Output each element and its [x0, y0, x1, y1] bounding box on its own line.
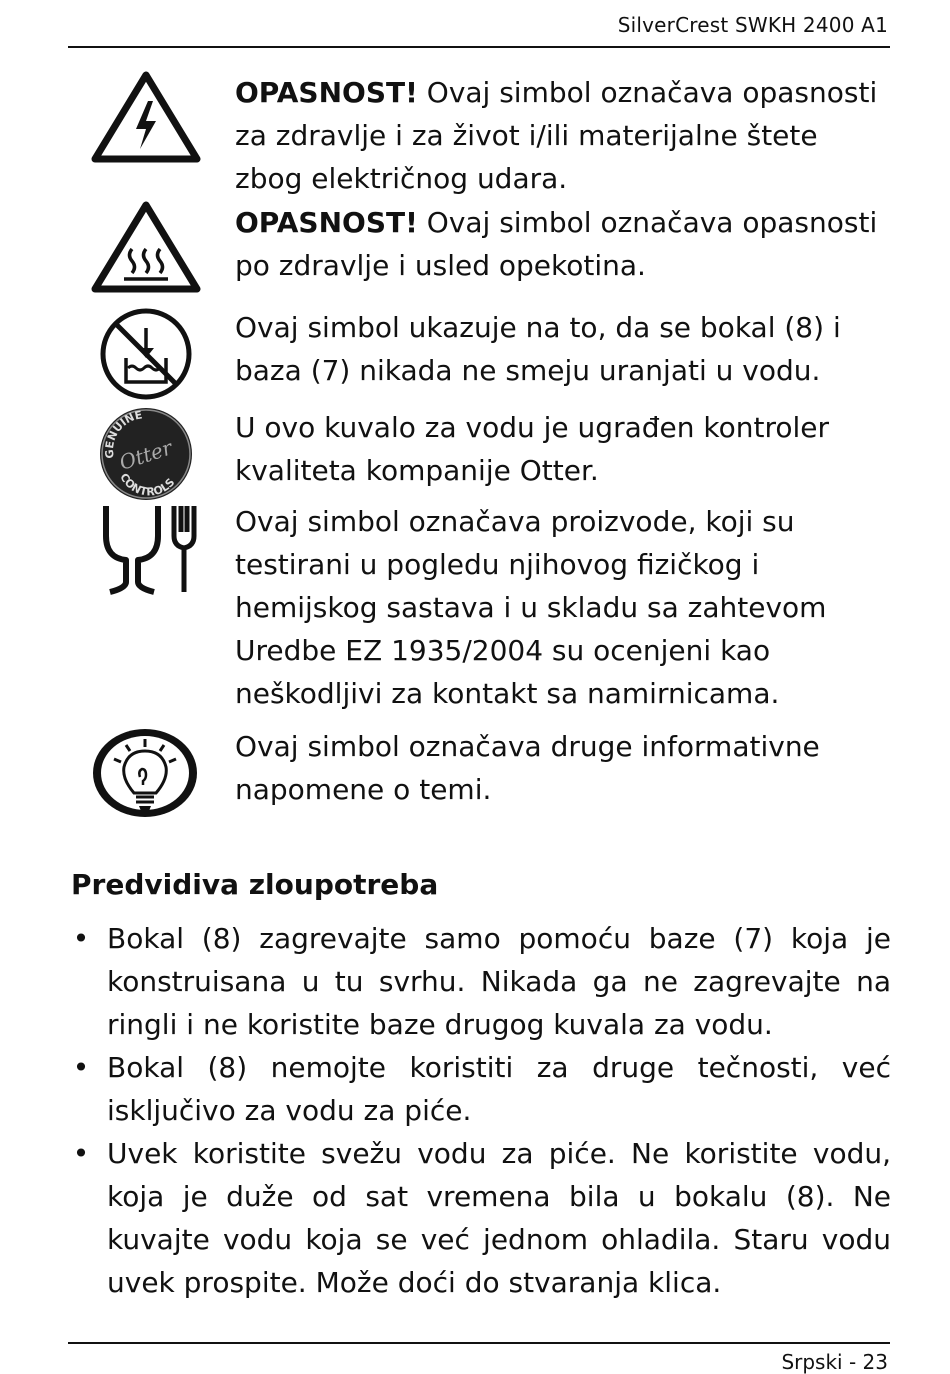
list-item: [71, 917, 891, 1046]
symbol-description: [235, 306, 890, 392]
list-item-text: Bokal (8) zagrevajte samo pomoću baze (7) koja je konstruisana u tu svrhu. Nikada ga ne zagrevajte na ringli i ne koristite baze drugog kuvala za vodu.: [107, 922, 891, 1041]
list-item-text: Uvek koristite svežu vodu za piće. Ne koristite vodu, koja je duže od sat vremena bila u bokalu (8). Ne kuvajte vodu koja se već jednom ohladila. Staru vodu uvek prospite. Može doći do stvaranja klica.: [107, 1137, 891, 1299]
symbol-text: Ovaj simbol označava opasnosti po zdravlje i usled opekotina.: [235, 206, 878, 282]
svg-text:Otter: Otter: [116, 435, 176, 475]
bullet-icon: •: [72, 922, 90, 955]
symbol-text: Ovaj simbol označava opasnosti za zdravlje i za život i/ili materijalne štete zbog električnog udara.: [235, 76, 878, 195]
page-header: [68, 0, 890, 48]
hot-surface-warning-icon: [90, 201, 205, 301]
danger-label: OPASNOST!: [235, 206, 418, 239]
symbol-description: [235, 725, 890, 811]
no-immersion-icon: [98, 306, 213, 406]
document-title: SilverCrest SWKH 2400 A1: [617, 13, 888, 37]
list-item: [71, 1046, 891, 1132]
svg-text:GENUINE: GENUINE: [102, 408, 144, 460]
symbol-text: U ovo kuvalo za vodu je ugrađen kontroler kvaliteta kompanije Otter.: [235, 411, 830, 487]
symbol-text: Ovaj simbol označava druge informativne napomene o temi.: [235, 730, 820, 806]
symbol-text: Ovaj simbol ukazuje na to, da se bokal (8) i baza (7) nikada ne smeju uranjati u vodu.: [235, 311, 841, 387]
page-number: Srpski - 23: [781, 1350, 888, 1374]
otter-genuine-controls-icon: [98, 406, 213, 506]
danger-label: OPASNOST!: [235, 76, 418, 109]
food-safe-icon: [100, 500, 215, 600]
list-item: [71, 1132, 891, 1304]
symbol-description: [235, 406, 890, 492]
page-footer: [68, 1342, 890, 1374]
misuse-list: [71, 917, 891, 1304]
symbol-description: [235, 201, 890, 287]
electric-warning-icon: [90, 71, 205, 171]
symbol-description: [235, 500, 890, 715]
bullet-icon: •: [72, 1051, 90, 1084]
section-title: Predvidiva zloupotreba: [71, 868, 439, 901]
list-item-text: Bokal (8) nemojte koristiti za druge tečnosti, već isključivo za vodu za piće.: [107, 1051, 891, 1127]
symbol-text: Ovaj simbol označava proizvode, koji su testirani u pogledu njihovog fizičkog i hemijskog sastava i u skladu sa zahtevom Uredbe EZ 1935/2004 su ocenjeni kao neškodljivi za kontakt sa namirnicama.: [235, 505, 827, 710]
lightbulb-info-icon: [90, 725, 205, 825]
svg-text:CONTROLS: CONTROLS: [117, 471, 178, 499]
bullet-icon: •: [72, 1137, 90, 1170]
symbol-description: [235, 71, 890, 200]
